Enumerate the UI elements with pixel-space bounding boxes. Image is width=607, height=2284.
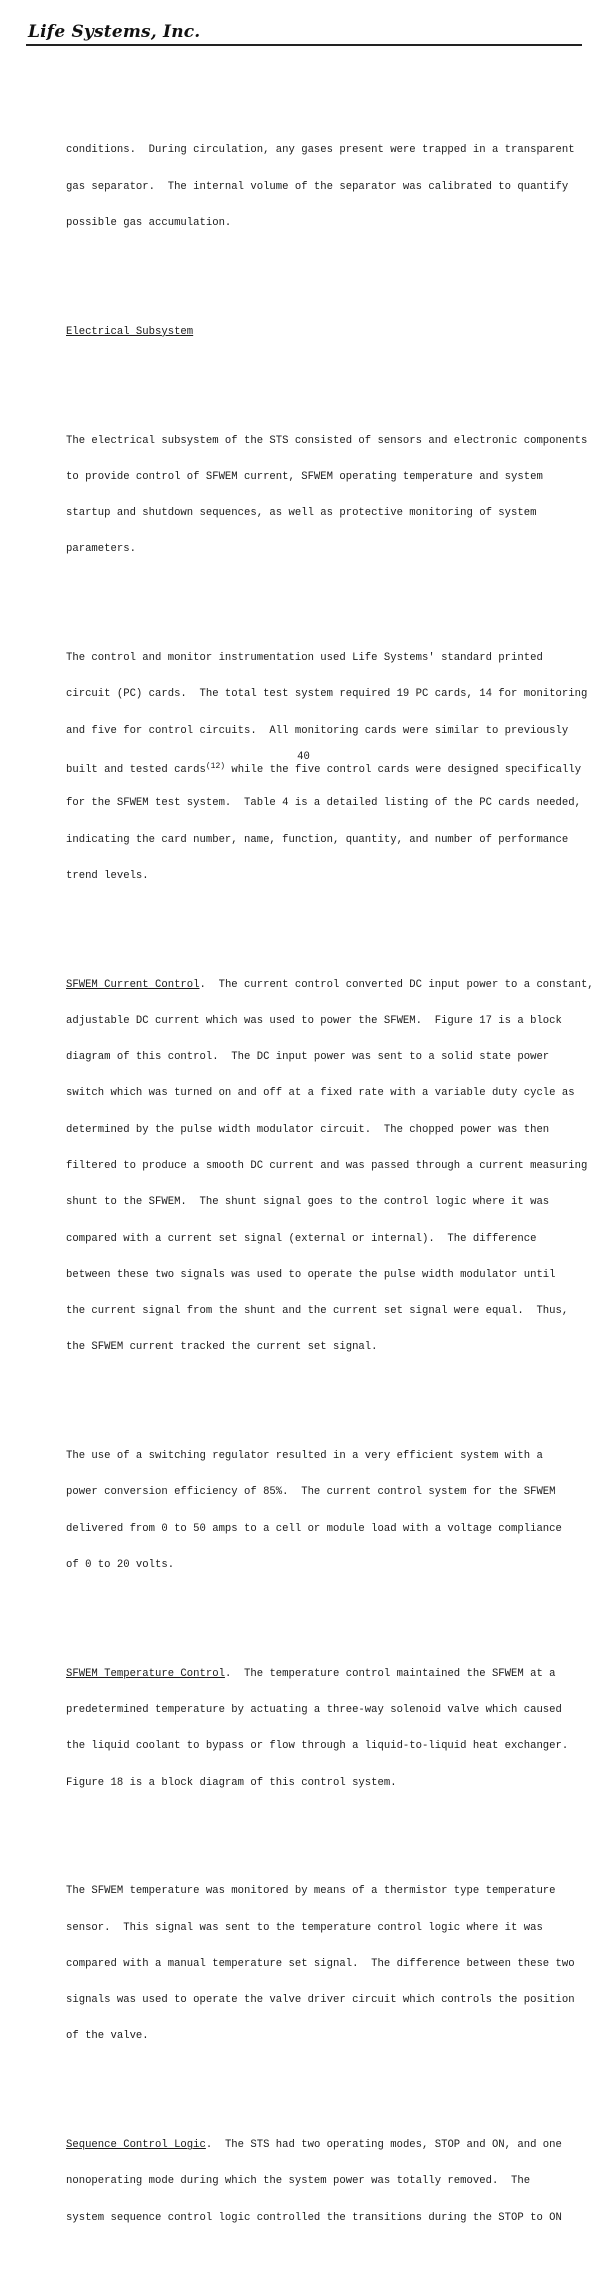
text-line: between these two signals was used to operate the pulse width modulator until <box>66 1268 556 1281</box>
paragraph-gas-separator <box>66 120 586 253</box>
text-line: conditions. During circulation, any gases present were trapped in a transparent <box>66 144 575 157</box>
text-fragment: . The STS had two operating modes, STOP and ON, and one <box>205 2139 562 2152</box>
text-line: system sequence control logic controlled the transitions during the STOP to ON <box>66 2211 562 2224</box>
text-line: to provide control of SFWEM current, SFWEM operating temperature and system <box>66 470 543 483</box>
text-line: The SFWEM temperature was monitored by means of a thermistor type temperature <box>66 1885 556 1898</box>
paragraph-pc-cards <box>66 628 586 906</box>
run-in-heading: SFWEM Current Control <box>66 978 200 991</box>
text-line: The control and monitor instrumentation used Life Systems' standard printed <box>66 652 543 665</box>
text-line: adjustable DC current which was used to power the SFWEM. Figure 17 is a block <box>66 1014 562 1027</box>
document-body <box>66 84 594 2284</box>
section-heading: Electrical Subsystem <box>66 325 194 338</box>
text-line: trend levels. <box>66 869 149 882</box>
company-logo: Life Systems, Inc. <box>28 22 201 42</box>
text-fragment: while the five control cards were designed specifically <box>225 763 582 776</box>
paragraph-thermistor <box>66 1861 586 2067</box>
text-line: startup and shutdown sequences, as well as protective monitoring of system <box>66 507 537 520</box>
text-line: possible gas accumulation. <box>66 217 232 230</box>
text-line: of 0 to 20 volts. <box>66 1558 175 1571</box>
text-line: signals was used to operate the valve driver circuit which controls the position <box>66 1994 575 2007</box>
paragraph-current-control <box>66 954 594 1377</box>
text-line: parameters. <box>66 543 136 556</box>
header-rule <box>26 44 582 46</box>
text-fragment: . The temperature control maintained the SFWEM at a <box>224 1667 556 1680</box>
paragraph-electrical-overview <box>66 410 586 579</box>
paragraph-temperature-control <box>66 1644 586 1813</box>
text-line: The electrical subsystem of the STS consisted of sensors and electronic components <box>66 434 588 447</box>
text-line: compared with a manual temperature set signal. The difference between these two <box>66 1957 575 1970</box>
text-line: for the SFWEM test system. Table 4 is a detailed listing of the PC cards needed, <box>66 797 581 810</box>
text-line <box>66 2139 586 2151</box>
text-line: circuit (PC) cards. The total test system required 19 PC cards, 14 for monitoring <box>66 688 588 701</box>
run-in-heading: SFWEM Temperature Control <box>66 1667 225 1680</box>
text-fragment: . The current control converted DC input power to a constant, <box>199 978 594 991</box>
page-number: 40 <box>297 751 310 763</box>
text-line: of the valve. <box>66 2030 149 2043</box>
section-heading-electrical <box>66 302 586 362</box>
paragraph-sequence-control <box>66 2115 586 2248</box>
text-line <box>66 1668 586 1680</box>
text-line: the SFWEM current tracked the current set signal. <box>66 1341 378 1354</box>
run-in-heading: Sequence Control Logic <box>66 2139 206 2152</box>
text-line: sensor. This signal was sent to the temperature control logic where it was <box>66 1921 543 1934</box>
text-line: compared with a current set signal (external or internal). The difference <box>66 1232 537 1245</box>
text-line: the current signal from the shunt and the current set signal were equal. Thus, <box>66 1305 569 1318</box>
text-line: shunt to the SFWEM. The shunt signal goes to the control logic where it was <box>66 1196 550 1209</box>
text-line: gas separator. The internal volume of the separator was calibrated to quantify <box>66 180 569 193</box>
text-line: Figure 18 is a block diagram of this control system. <box>66 1776 397 1789</box>
text-line: power conversion efficiency of 85%. The current control system for the SFWEM <box>66 1486 556 1499</box>
text-line: filtered to produce a smooth DC current and was passed through a current measuring <box>66 1159 588 1172</box>
text-line <box>66 978 594 991</box>
text-line: delivered from 0 to 50 amps to a cell or module load with a voltage compliance <box>66 1522 562 1535</box>
text-line: nonoperating mode during which the system power was totally removed. The <box>66 2175 531 2188</box>
text-line: indicating the card number, name, function, quantity, and number of performance <box>66 833 569 846</box>
text-line: the liquid coolant to bypass or flow through a liquid-to-liquid heat exchanger. <box>66 1740 569 1753</box>
paragraph-switching-regulator <box>66 1426 586 1595</box>
text-line: The use of a switching regulator resulted in a very efficient system with a <box>66 1450 543 1463</box>
text-fragment: built and tested cards <box>66 763 206 776</box>
text-line: determined by the pulse width modulator circuit. The chopped power was then <box>66 1123 550 1136</box>
text-line: switch which was turned on and off at a fixed rate with a variable duty cycle as <box>66 1087 575 1100</box>
text-line: diagram of this control. The DC input power was sent to a solid state power <box>66 1051 550 1064</box>
text-line: and five for control circuits. All monitoring cards were similar to previously <box>66 724 569 737</box>
text-line: predetermined temperature by actuating a three-way solenoid valve which caused <box>66 1704 562 1716</box>
reference-superscript: (12) <box>205 761 226 771</box>
